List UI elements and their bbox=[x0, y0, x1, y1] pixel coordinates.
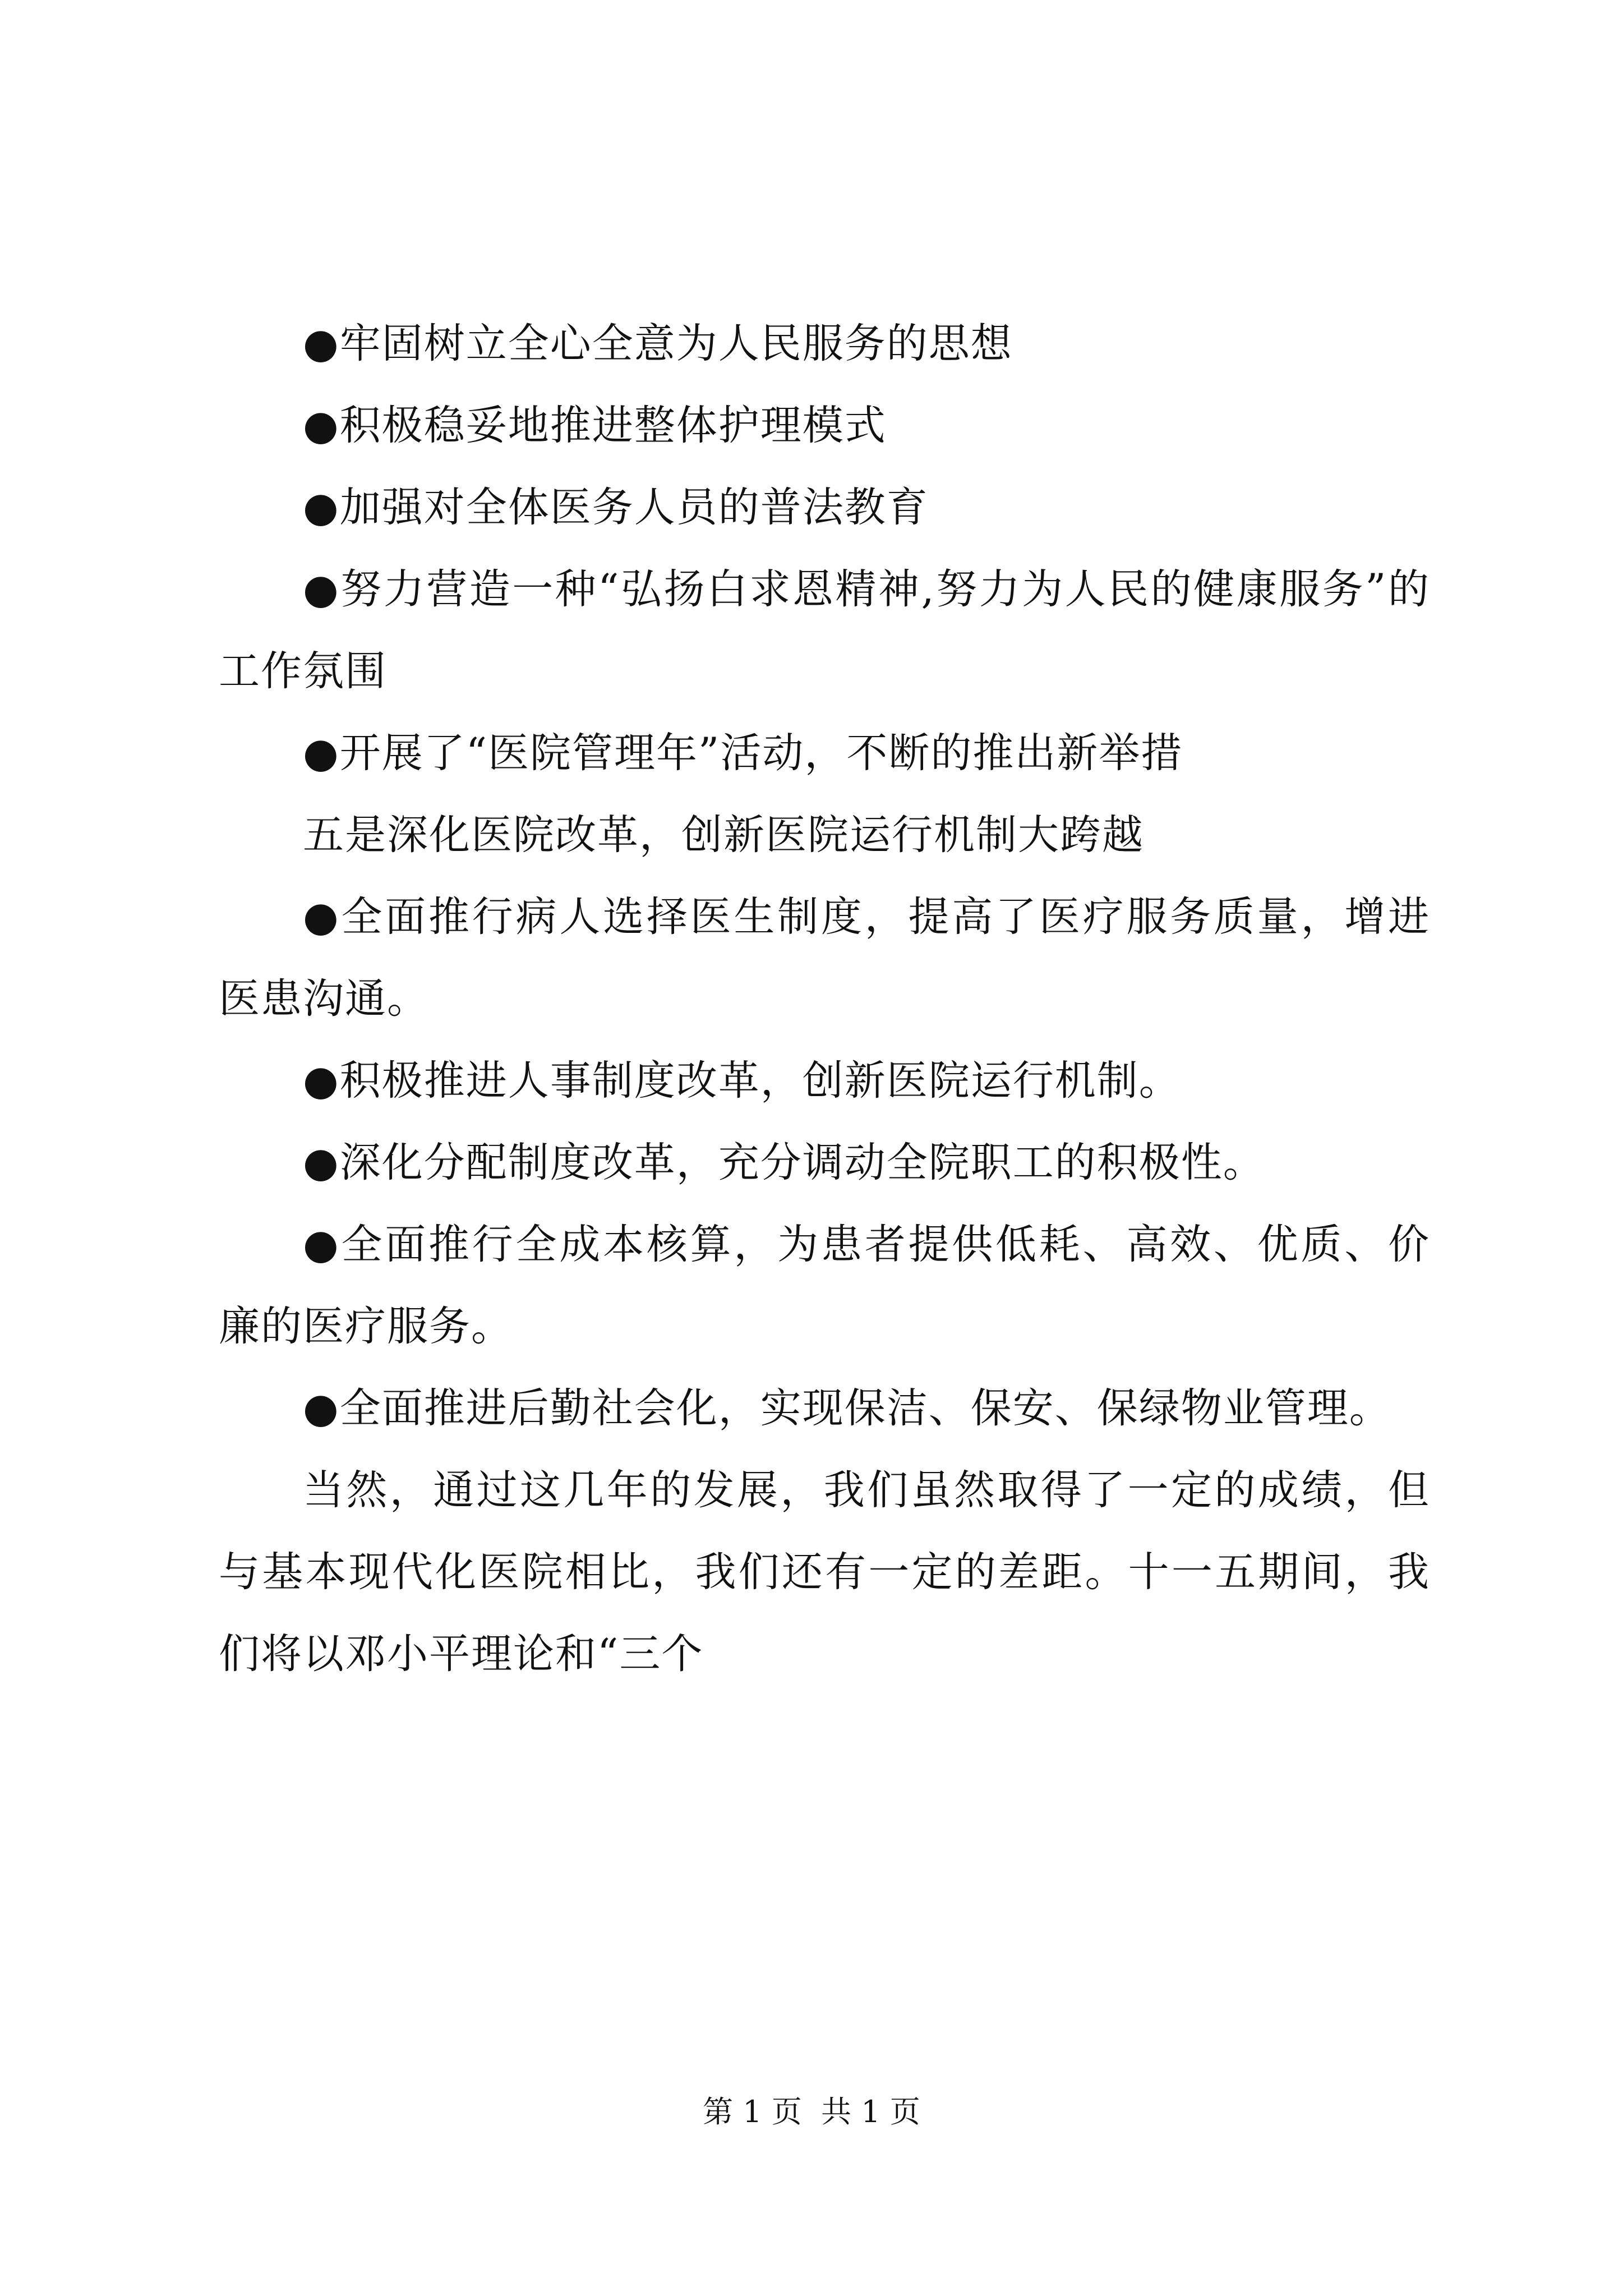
paragraph: ●加强对全体医务人员的普法教育 bbox=[303, 484, 929, 531]
paragraph: ●积极推进人事制度改革，创新医院运行机制。 bbox=[303, 1057, 1181, 1105]
page-footer: 第 1 页 共 1 页 bbox=[703, 2094, 920, 2129]
paragraph: ●全面推行全成本核算，为患者提供低耗、高效、优质、价廉的医疗服务。 bbox=[219, 1221, 1430, 1350]
paragraph: ●牢固树立全心全意为人民服务的思想 bbox=[303, 320, 1013, 367]
paragraph: ●努力营造一种“弘扬白求恩精神,努力为人民的健康服务”的工作氛围 bbox=[219, 565, 1430, 695]
paragraph: ●开展了“医院管理年”活动，不断的推出新举措 bbox=[303, 729, 1183, 777]
paragraph: ●积极稳妥地推进整体护理模式 bbox=[303, 402, 887, 449]
section-heading: 五是深化医院改革，创新医院运行机制大跨越 bbox=[303, 811, 1144, 859]
paragraph: 当然，通过这几年的发展，我们虽然取得了一定的成绩，但与基本现代化医院相比，我们还有一定的差距。十一五期间，我们将以邓小平理论和“三个 bbox=[219, 1466, 1430, 1678]
paragraph: ●全面推行病人选择医生制度，提高了医疗服务质量，增进医患沟通。 bbox=[219, 893, 1430, 1023]
paragraph: ●全面推进后勤社会化，实现保洁、保安、保绿物业管理。 bbox=[303, 1384, 1391, 1432]
paragraph: ●深化分配制度改革，充分调动全院职工的积极性。 bbox=[303, 1139, 1265, 1186]
document-body bbox=[219, 303, 1430, 1695]
